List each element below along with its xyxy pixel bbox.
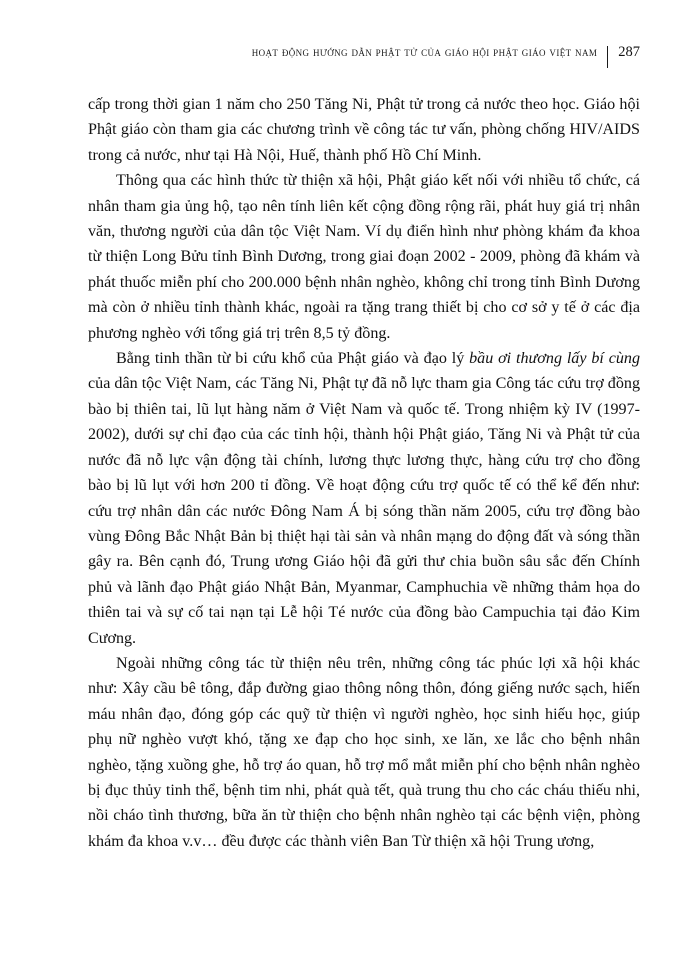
page-header bbox=[88, 44, 640, 70]
italic-phrase: bầu ơi thương lấy bí cùng bbox=[469, 350, 640, 368]
paragraph bbox=[88, 92, 640, 168]
page-body bbox=[88, 92, 640, 854]
header-divider bbox=[607, 46, 608, 68]
paragraph bbox=[88, 346, 640, 651]
text-run: Bằng tinh thần từ bi cứu khổ của Phật giáo và đạo lý bbox=[116, 350, 470, 368]
text-run: cấp trong thời gian 1 năm cho 250 Tăng Ni, Phật tử trong cả nước theo học. Giáo hội Phật giáo còn tham gia các chương trình về công tác tư vấn, phòng chống HIV/AIDS trong cả nước, như tại Hà Nội, Huế, thành phố Hồ Chí Minh. bbox=[88, 96, 640, 164]
text-run: Ngoài những công tác từ thiện nêu trên, những công tác phúc lợi xã hội khác như: Xây cầu bê tông, đắp đường giao thông nông thôn, đóng giếng nước sạch, hiến máu nhân đạo, đóng góp các quỹ từ thiện vì người nghèo, học sinh hiếu học, giúp phụ nữ nghèo vượt khó, tặng xe đạp cho học sinh, xe lăn, xe lắc cho bệnh nhân nghèo, tặng xuồng ghe, hỗ trợ áo quan, hỗ trợ mổ mắt miễn phí cho bệnh nhân nghèo bị đục thủy tinh thể, bệnh tim nhi, phát quà tết, quà trung thu cho các cháu thiếu nhi, nồi cháo tình thương, bữa ăn từ thiện cho bệnh nhân nghèo tại các bệnh viện, phòng khám đa khoa v.v… đều được các thành viên Ban Từ thiện xã hội Trung ương, bbox=[88, 654, 640, 850]
paragraph bbox=[88, 168, 640, 346]
running-title: hoạt động hướng dẫn phật tử của giáo hội phật giáo việt nam bbox=[251, 45, 598, 59]
paragraph bbox=[88, 651, 640, 854]
text-run: Thông qua các hình thức từ thiện xã hội, Phật giáo kết nối với nhiều tổ chức, cá nhân tham gia ủng hộ, tạo nên tính liên kết cộng đồng rộng rãi, phát huy giá trị nhân văn, thương người của dân tộc Việt Nam. Ví dụ điển hình như phòng khám đa khoa từ thiện Long Bửu tỉnh Bình Dương, trong giai đoạn 2002 - 2009, phòng đã khám và phát thuốc miễn phí cho 200.000 bệnh nhân nghèo, không chỉ trong tỉnh Bình Dương mà còn ở nhiều tỉnh thành khác, ngoài ra tặng trang thiết bị cho cơ sở y tế ở các địa phương nghèo với tổng giá trị trên 8,5 tỷ đồng. bbox=[88, 172, 640, 342]
text-run: của dân tộc Việt Nam, các Tăng Ni, Phật tự đã nỗ lực tham gia Công tác cứu trợ đồng bào bị thiên tai, lũ lụt hàng năm ở Việt Nam và quốc tế. Trong nhiệm kỳ IV (1997-2002), dưới sự chỉ đạo của các tỉnh hội, thành hội Phật giáo, Tăng Ni và Phật tử của nước đã nỗ lực vận động tài chính, lương thực lương thực, hàng cứu trợ cho đồng bào bị lũ lụt với hơn 200 tỉ đồng. Về hoạt động cứu trợ quốc tế có thể kể đến như: cứu trợ nhân dân các nước Đông Nam Á bị sóng thần năm 2005, cứu trợ đồng bào vùng Đông Bắc Nhật Bản bị thiệt hại tài sản và nhân mạng do động đất và sóng thần gây ra. Bên cạnh đó, Trung ương Giáo hội đã gửi thư chia buồn sâu sắc đến Chính phủ và lãnh đạo Phật giáo Nhật Bản, Myanmar, Camphuchia về những thảm họa do thiên tai và sự cố tai nạn tại Lễ hội Té nước của đồng bào Campuchia tại đảo Kim Cương. bbox=[88, 375, 640, 647]
page-number: 287 bbox=[618, 44, 640, 60]
